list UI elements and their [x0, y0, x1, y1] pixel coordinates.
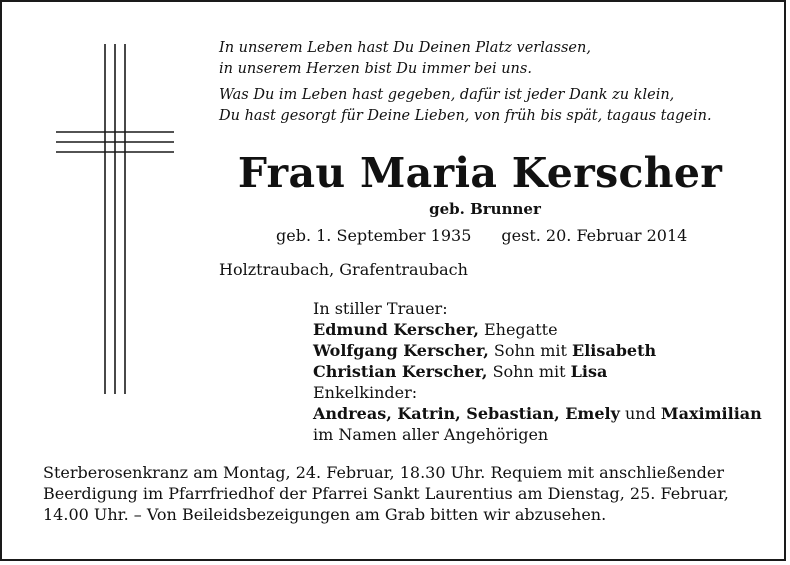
residence: Holztraubach, Grafentraubach	[219, 260, 468, 279]
mourner-relation: Sohn mit	[488, 341, 572, 360]
mourner-name: Wolfgang Kerscher,	[313, 341, 489, 360]
life-dates	[276, 226, 696, 245]
mourner-partner: Elisabeth	[572, 341, 657, 360]
poem-line: In unserem Leben hast Du Deinen Platz verlassen,	[219, 40, 591, 56]
notice-line: Sterberosenkranz am Montag, 24. Februar, 18.30 Uhr. Requiem mit anschließender	[43, 463, 725, 482]
mourners-closing: im Namen aller Angehörigen	[313, 425, 549, 444]
poem-line: Was Du im Leben hast gegeben, dafür ist jeder Dank zu klein,	[219, 87, 675, 103]
mourners-list	[313, 298, 773, 445]
grandchildren-entry	[313, 403, 773, 424]
memorial-poem	[219, 38, 759, 132]
mourner-entry	[313, 361, 773, 382]
mourner-entry	[313, 319, 773, 340]
cross-icon	[40, 44, 190, 394]
mourner-relation: Sohn mit	[487, 362, 571, 381]
mourner-name: Christian Kerscher,	[313, 362, 488, 381]
grandchildren-and: und	[619, 404, 661, 423]
poem-stanza	[219, 38, 759, 79]
mourners-heading: In stiller Trauer:	[313, 299, 448, 318]
notice-line: 14.00 Uhr. – Von Beileidsbezeigungen am Grab bitten wir abzusehen.	[43, 505, 607, 524]
grandchildren-heading: Enkelkinder:	[313, 383, 418, 402]
poem-line: in unserem Herzen bist Du immer bei uns.	[219, 60, 532, 77]
death-date: gest. 20. Februar 2014	[501, 226, 688, 245]
grandchildren-names: Andreas, Katrin, Sebastian, Emely	[313, 404, 620, 423]
mourner-name: Edmund Kerscher,	[313, 320, 479, 339]
mourner-entry	[313, 340, 773, 361]
deceased-name: Frau Maria Kerscher	[237, 149, 723, 197]
service-notice	[43, 462, 763, 525]
poem-line: Du hast gesorgt für Deine Lieben, von früh bis spät, tagaus tagein.	[219, 107, 712, 124]
mourner-partner: Lisa	[570, 362, 608, 381]
birth-date: geb. 1. September 1935	[276, 226, 472, 245]
poem-stanza	[219, 85, 759, 126]
notice-line: Beerdigung im Pfarrfriedhof der Pfarrei Sankt Laurentius am Dienstag, 25. Februar,	[43, 484, 729, 503]
grandchildren-last: Maximilian	[660, 404, 762, 423]
birth-name: geb. Brunner	[429, 200, 541, 218]
mourner-relation: Ehegatte	[478, 320, 558, 339]
